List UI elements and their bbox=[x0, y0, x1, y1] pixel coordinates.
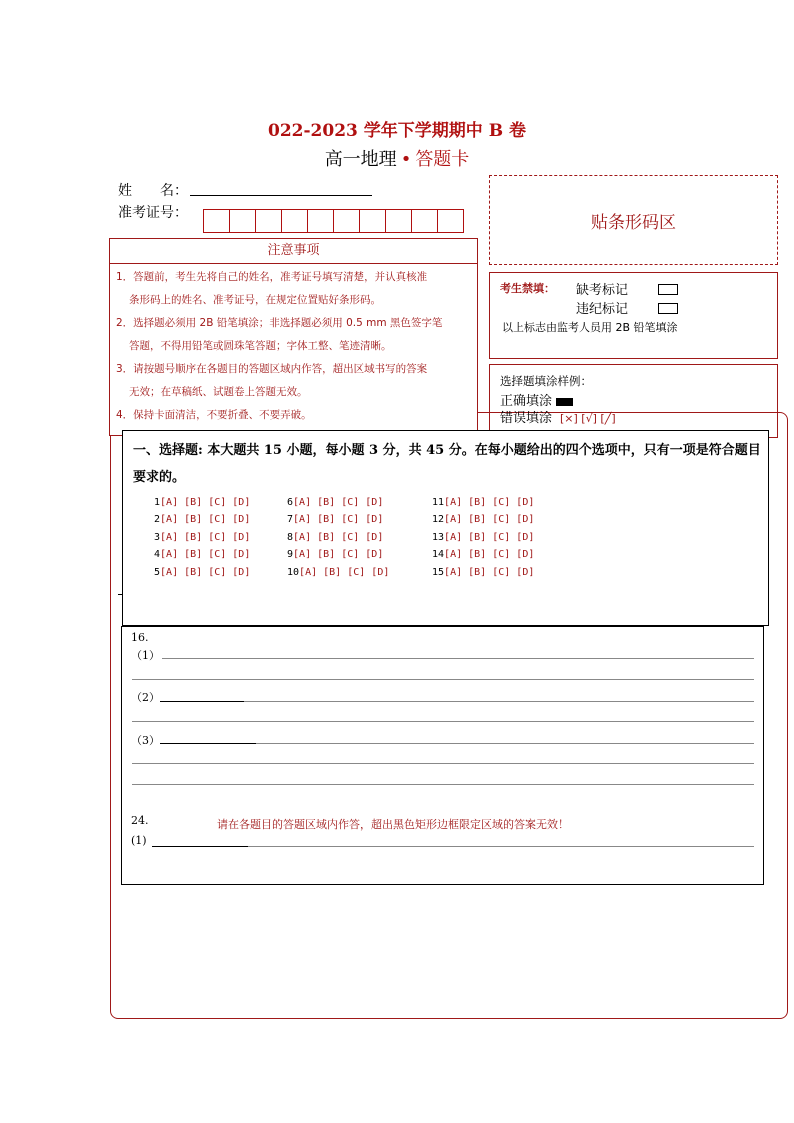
id-label: 准考证号： bbox=[118, 205, 188, 221]
absent-label: 缺考标记 bbox=[576, 283, 629, 298]
separator-dot: • bbox=[400, 149, 412, 170]
notice-item-cont: 无效；在草稿纸、试题卷上答题无效。 bbox=[129, 386, 308, 398]
answer-options[interactable]: [A] [B] [C] [D] bbox=[160, 549, 251, 561]
question-number: 1 bbox=[154, 497, 161, 508]
id-digit-box[interactable] bbox=[229, 209, 256, 233]
wrong-fill-label: 错误填涂 bbox=[500, 411, 553, 426]
choice-column-1 bbox=[154, 494, 250, 581]
question-number: 7 bbox=[287, 514, 294, 526]
answer-line[interactable] bbox=[132, 721, 754, 722]
id-digit-box[interactable] bbox=[307, 209, 334, 233]
answer-options[interactable]: [A] [B] [C] [D] bbox=[293, 514, 384, 526]
question-number: 8 bbox=[287, 531, 294, 543]
answer-line[interactable] bbox=[132, 784, 754, 785]
choice-row[interactable] bbox=[287, 564, 389, 581]
question-number: 13 bbox=[432, 531, 445, 543]
subject-label: 高一地理 bbox=[324, 149, 397, 170]
question-number: 5 bbox=[154, 566, 161, 578]
id-digit-box[interactable] bbox=[359, 209, 386, 233]
question-number: 2 bbox=[154, 514, 161, 526]
notice-heading: 注意事项 bbox=[110, 239, 477, 264]
id-digit-box[interactable] bbox=[203, 209, 230, 233]
choice-row[interactable] bbox=[287, 546, 389, 563]
notice-item-cont: 条形码上的姓名、准考证号，在规定位置贴好条形码。 bbox=[129, 294, 381, 306]
choice-row[interactable] bbox=[287, 529, 389, 546]
answer-options[interactable]: [A] [B] [C] [D] bbox=[444, 549, 535, 561]
question-number: 11 bbox=[432, 497, 445, 508]
violation-checkbox[interactable] bbox=[658, 303, 678, 314]
answer-options[interactable]: [A] [B] [C] [D] bbox=[293, 531, 384, 543]
question-24-part-1: (1) bbox=[131, 834, 147, 847]
fill-sample-title: 选择题填涂样例： bbox=[500, 374, 592, 388]
question-number: 3 bbox=[154, 531, 161, 543]
answer-options[interactable]: [A] [B] [C] [D] bbox=[160, 531, 251, 543]
answer-options[interactable]: [A] [B] [C] [D] bbox=[299, 566, 390, 578]
exam-status-box bbox=[489, 272, 778, 359]
answer-line[interactable] bbox=[162, 658, 754, 659]
id-digit-box[interactable] bbox=[437, 209, 464, 233]
question-number: 9 bbox=[287, 549, 294, 561]
margin-tick bbox=[118, 594, 122, 595]
choice-row[interactable] bbox=[432, 564, 534, 581]
card-kind-label: 答题卡 bbox=[415, 149, 470, 170]
id-digit-box[interactable] bbox=[255, 209, 282, 233]
question-16-part-1: （1） bbox=[131, 649, 160, 662]
barcode-label: 贴条形码区 bbox=[591, 212, 676, 233]
answer-options[interactable]: [A] [B] [C] [D] bbox=[293, 497, 384, 508]
answer-line[interactable] bbox=[256, 743, 754, 744]
card-subtitle bbox=[0, 145, 794, 171]
choice-row[interactable] bbox=[154, 546, 250, 563]
answer-line[interactable] bbox=[248, 846, 754, 847]
violation-label: 违纪标记 bbox=[576, 302, 629, 317]
choice-row[interactable] bbox=[432, 511, 534, 528]
answer-options[interactable]: [A] [B] [C] [D] bbox=[444, 514, 535, 526]
answer-options[interactable]: [A] [B] [C] [D] bbox=[444, 566, 535, 578]
notice-item: 1．答题前，考生先将自己的姓名，准考证号填写清楚，并认真核准 bbox=[116, 271, 428, 283]
id-digit-box[interactable] bbox=[411, 209, 438, 233]
card-title: 022-2023 学年下学期期中 B 卷 bbox=[268, 121, 526, 141]
question-number: 6 bbox=[287, 497, 294, 508]
answer-area-warning: 请在各题目的答题区域内作答，超出黑色矩形边框限定区域的答案无效！ bbox=[217, 818, 569, 831]
id-digit-box[interactable] bbox=[281, 209, 308, 233]
barcode-area bbox=[489, 175, 778, 265]
answer-options[interactable]: [A] [B] [C] [D] bbox=[293, 549, 384, 561]
name-label: 姓 名： bbox=[118, 183, 188, 199]
choice-row[interactable] bbox=[154, 564, 250, 581]
question-16-part-2: （2） bbox=[131, 691, 160, 704]
question-number: 15 bbox=[432, 566, 445, 578]
answer-blank[interactable] bbox=[160, 743, 256, 744]
absent-checkbox[interactable] bbox=[658, 284, 678, 295]
id-digit-box[interactable] bbox=[333, 209, 360, 233]
choice-column-3 bbox=[432, 494, 534, 581]
question-16-part-3: （3） bbox=[131, 734, 160, 747]
question-number: 10 bbox=[287, 566, 300, 578]
notice-box bbox=[109, 238, 478, 436]
choice-column-2 bbox=[287, 494, 389, 581]
answer-line[interactable] bbox=[132, 679, 754, 680]
notice-item: 3．请按题号顺序在各题目的答题区域内作答，超出区域书写的答案 bbox=[116, 363, 428, 375]
answer-line[interactable] bbox=[244, 701, 754, 702]
id-number-boxes[interactable] bbox=[203, 209, 463, 233]
answer-options[interactable]: [A] [B] [C] [D] bbox=[160, 497, 251, 508]
answer-options[interactable]: [A] [B] [C] [D] bbox=[160, 566, 251, 578]
id-digit-box[interactable] bbox=[385, 209, 412, 233]
name-field[interactable] bbox=[190, 194, 372, 196]
choice-row[interactable] bbox=[287, 494, 389, 511]
filled-mark-sample bbox=[556, 398, 573, 406]
choice-section bbox=[122, 430, 769, 626]
choice-row[interactable] bbox=[432, 494, 534, 511]
question-number: 4 bbox=[154, 549, 161, 561]
choice-section-heading: 一、选择题: 本大题共 15 小题，每小题 3 分，共 45 分。在每小题给出的四个选项中，只有一项是符合题目要求的。 bbox=[133, 443, 761, 485]
wrong-marks-sample: [×] [√] [╱] bbox=[560, 412, 616, 425]
answer-line[interactable] bbox=[132, 763, 754, 764]
answer-blank[interactable] bbox=[160, 701, 244, 702]
correct-fill-label: 正确填涂 bbox=[500, 394, 553, 409]
fill-sample-box bbox=[489, 364, 778, 438]
answer-blank[interactable] bbox=[152, 846, 248, 847]
exam-status-note: 以上标志由监考人员用 2B 铅笔填涂 bbox=[502, 321, 678, 334]
choice-row[interactable] bbox=[432, 546, 534, 563]
answer-options[interactable]: [A] [B] [C] [D] bbox=[444, 531, 535, 543]
answer-area bbox=[121, 626, 764, 885]
notice-item-cont: 答题，不得用铅笔或圆珠笔答题；字体工整、笔迹清晰。 bbox=[129, 340, 392, 352]
answer-options[interactable]: [A] [B] [C] [D] bbox=[160, 514, 251, 526]
question-number: 12 bbox=[432, 514, 445, 526]
question-24-number: 24. bbox=[131, 814, 149, 827]
notice-item: 2．选择题必须用 2B 铅笔填涂；非选择题必须用 0.5 mm 黑色签字笔 bbox=[116, 317, 443, 329]
choice-row[interactable] bbox=[432, 529, 534, 546]
question-number: 14 bbox=[432, 549, 445, 561]
choice-row[interactable] bbox=[154, 529, 250, 546]
choice-row[interactable] bbox=[154, 494, 250, 511]
answer-options[interactable]: [A] [B] [C] [D] bbox=[444, 497, 535, 508]
choice-row[interactable] bbox=[154, 511, 250, 528]
question-16-number: 16. bbox=[131, 631, 149, 644]
notice-item: 4．保持卡面清洁，不要折叠、不要弄破。 bbox=[116, 409, 312, 421]
exam-status-label: 考生禁填： bbox=[500, 282, 555, 295]
choice-row[interactable] bbox=[287, 511, 389, 528]
